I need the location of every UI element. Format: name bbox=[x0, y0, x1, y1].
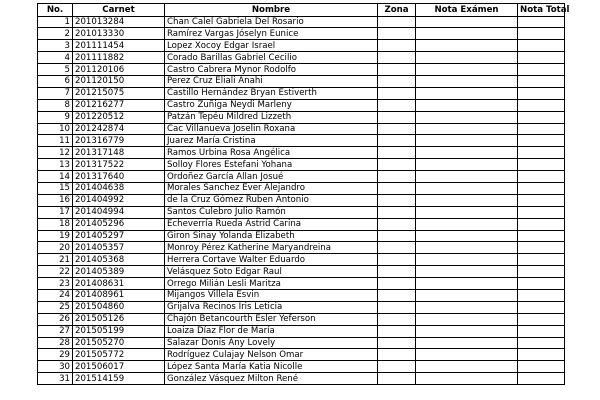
row-zona-cell[interactable] bbox=[378, 254, 416, 266]
row-nota-examen-cell[interactable] bbox=[416, 337, 518, 349]
row-zona-cell[interactable] bbox=[378, 194, 416, 206]
row-zona-cell[interactable] bbox=[378, 28, 416, 40]
row-carnet: 201013284 bbox=[73, 16, 165, 28]
row-nota-total-cell[interactable] bbox=[518, 266, 565, 278]
row-nota-total-cell[interactable] bbox=[518, 242, 565, 254]
row-nota-total-cell[interactable] bbox=[518, 147, 565, 159]
row-zona-cell[interactable] bbox=[378, 87, 416, 99]
row-carnet: 201405296 bbox=[73, 218, 165, 230]
row-carnet: 201405368 bbox=[73, 254, 165, 266]
header-no: No. bbox=[38, 4, 73, 17]
row-number: 21 bbox=[38, 254, 73, 266]
row-zona-cell[interactable] bbox=[378, 40, 416, 52]
row-nota-total-cell[interactable] bbox=[518, 313, 565, 325]
row-carnet: 201316779 bbox=[73, 135, 165, 147]
row-carnet: 201405389 bbox=[73, 266, 165, 278]
row-zona-cell[interactable] bbox=[378, 99, 416, 111]
row-nombre: Patzán Tepéu Mildred Lizzeth bbox=[165, 111, 378, 123]
header-zona: Zona bbox=[378, 4, 416, 17]
table-row bbox=[38, 64, 565, 76]
table-row bbox=[38, 99, 565, 111]
row-nombre: Grijalva Recinos Iris Leticia bbox=[165, 301, 378, 313]
row-carnet: 201408961 bbox=[73, 289, 165, 301]
row-carnet: 201404992 bbox=[73, 194, 165, 206]
row-zona-cell[interactable] bbox=[378, 147, 416, 159]
row-nota-examen-cell[interactable] bbox=[416, 40, 518, 52]
row-nota-total-cell[interactable] bbox=[518, 254, 565, 266]
row-nombre: Herrera Cortave Walter Eduardo bbox=[165, 254, 378, 266]
row-number: 9 bbox=[38, 111, 73, 123]
row-nota-total-cell[interactable] bbox=[518, 64, 565, 76]
row-number: 24 bbox=[38, 289, 73, 301]
row-nombre: Corado Barillas Gabriel Cecilio bbox=[165, 52, 378, 64]
row-number: 18 bbox=[38, 218, 73, 230]
row-carnet: 201405357 bbox=[73, 242, 165, 254]
row-nota-total-cell[interactable] bbox=[518, 230, 565, 242]
header-nombre: Nombre bbox=[165, 4, 378, 17]
row-nota-total-cell[interactable] bbox=[518, 349, 565, 361]
row-nota-total-cell[interactable] bbox=[518, 123, 565, 135]
row-nota-total-cell[interactable] bbox=[518, 218, 565, 230]
row-nota-examen-cell[interactable] bbox=[416, 52, 518, 64]
row-number: 10 bbox=[38, 123, 73, 135]
row-nota-total-cell[interactable] bbox=[518, 111, 565, 123]
row-zona-cell[interactable] bbox=[378, 182, 416, 194]
row-carnet: 201242874 bbox=[73, 123, 165, 135]
row-carnet: 201506017 bbox=[73, 361, 165, 373]
table-row bbox=[38, 254, 565, 266]
row-nombre: Lopez Xocoy Edgar Israel bbox=[165, 40, 378, 52]
header-carnet: Carnet bbox=[73, 4, 165, 17]
row-nota-examen-cell[interactable] bbox=[416, 278, 518, 290]
row-nombre: Ordoñez García Allan Josué bbox=[165, 171, 378, 183]
row-nota-total-cell[interactable] bbox=[518, 52, 565, 64]
row-nombre: Velásquez Soto Edgar Raul bbox=[165, 266, 378, 278]
header-nota-total: Nota Total bbox=[518, 4, 565, 17]
row-number: 22 bbox=[38, 266, 73, 278]
student-roster-table bbox=[37, 3, 570, 385]
row-number: 2 bbox=[38, 28, 73, 40]
table-row bbox=[38, 135, 565, 147]
row-nombre: Rodríguez Culajay Nelson Omar bbox=[165, 349, 378, 361]
row-nombre: Ramos Urbina Rosa Angélica bbox=[165, 147, 378, 159]
row-number: 11 bbox=[38, 135, 73, 147]
row-nota-examen-cell[interactable] bbox=[416, 218, 518, 230]
row-carnet: 201220512 bbox=[73, 111, 165, 123]
row-number: 1 bbox=[38, 16, 73, 28]
row-nombre: Giron Sinay Yolanda Elizabeth bbox=[165, 230, 378, 242]
row-nota-examen-cell[interactable] bbox=[416, 159, 518, 171]
row-carnet: 201120106 bbox=[73, 64, 165, 76]
table-row bbox=[38, 182, 565, 194]
table-row bbox=[38, 373, 565, 385]
row-carnet: 201215075 bbox=[73, 87, 165, 99]
row-carnet: 201404994 bbox=[73, 206, 165, 218]
row-zona-cell[interactable] bbox=[378, 64, 416, 76]
row-carnet: 201514159 bbox=[73, 373, 165, 385]
table-row bbox=[38, 40, 565, 52]
row-zona-cell[interactable] bbox=[378, 218, 416, 230]
table-row bbox=[38, 206, 565, 218]
row-nota-examen-cell[interactable] bbox=[416, 99, 518, 111]
row-nombre: López Santa María Katia Nicolle bbox=[165, 361, 378, 373]
table-row bbox=[38, 230, 565, 242]
row-nota-examen-cell[interactable] bbox=[416, 325, 518, 337]
table-row bbox=[38, 313, 565, 325]
table-row bbox=[38, 278, 565, 290]
row-nota-examen-cell[interactable] bbox=[416, 373, 518, 385]
row-nota-total-cell[interactable] bbox=[518, 16, 565, 28]
row-carnet: 201120150 bbox=[73, 75, 165, 87]
row-nota-examen-cell[interactable] bbox=[416, 147, 518, 159]
header-nota-examen: Nota Exámen bbox=[416, 4, 518, 17]
row-carnet: 201317522 bbox=[73, 159, 165, 171]
row-carnet: 201216277 bbox=[73, 99, 165, 111]
row-nota-examen-cell[interactable] bbox=[416, 266, 518, 278]
row-number: 27 bbox=[38, 325, 73, 337]
row-number: 19 bbox=[38, 230, 73, 242]
row-number: 15 bbox=[38, 182, 73, 194]
table-row bbox=[38, 194, 565, 206]
row-nota-total-cell[interactable] bbox=[518, 289, 565, 301]
row-carnet: 201408631 bbox=[73, 278, 165, 290]
row-zona-cell[interactable] bbox=[378, 337, 416, 349]
row-nota-examen-cell[interactable] bbox=[416, 313, 518, 325]
row-nota-total-cell[interactable] bbox=[518, 337, 565, 349]
row-nota-total-cell[interactable] bbox=[518, 159, 565, 171]
row-zona-cell[interactable] bbox=[378, 301, 416, 313]
row-nombre: Orrego Milián Lesli Maritza bbox=[165, 278, 378, 290]
row-nombre: Santos Culebro Julio Ramón bbox=[165, 206, 378, 218]
row-nombre: Ramírez Vargas Jóselyn Eunice bbox=[165, 28, 378, 40]
row-number: 5 bbox=[38, 64, 73, 76]
row-carnet: 201405297 bbox=[73, 230, 165, 242]
row-nota-examen-cell[interactable] bbox=[416, 206, 518, 218]
row-number: 20 bbox=[38, 242, 73, 254]
row-nota-examen-cell[interactable] bbox=[416, 171, 518, 183]
row-number: 8 bbox=[38, 99, 73, 111]
row-carnet: 201505772 bbox=[73, 349, 165, 361]
row-carnet: 201505126 bbox=[73, 313, 165, 325]
row-nota-examen-cell[interactable] bbox=[416, 64, 518, 76]
row-carnet: 201013330 bbox=[73, 28, 165, 40]
row-number: 13 bbox=[38, 159, 73, 171]
row-number: 7 bbox=[38, 87, 73, 99]
row-nota-total-cell[interactable] bbox=[518, 278, 565, 290]
row-number: 4 bbox=[38, 52, 73, 64]
table-row bbox=[38, 147, 565, 159]
row-number: 30 bbox=[38, 361, 73, 373]
row-nota-examen-cell[interactable] bbox=[416, 349, 518, 361]
table-row bbox=[38, 28, 565, 40]
row-number: 12 bbox=[38, 147, 73, 159]
row-nombre: González Vásquez Milton René bbox=[165, 373, 378, 385]
row-carnet: 201504860 bbox=[73, 301, 165, 313]
row-zona-cell[interactable] bbox=[378, 171, 416, 183]
row-nota-examen-cell[interactable] bbox=[416, 75, 518, 87]
row-nota-examen-cell[interactable] bbox=[416, 111, 518, 123]
table-row bbox=[38, 123, 565, 135]
table-row bbox=[38, 289, 565, 301]
row-carnet: 201317640 bbox=[73, 171, 165, 183]
row-carnet: 201317148 bbox=[73, 147, 165, 159]
row-nota-examen-cell[interactable] bbox=[416, 16, 518, 28]
row-zona-cell[interactable] bbox=[378, 135, 416, 147]
table-row bbox=[38, 16, 565, 28]
row-zona-cell[interactable] bbox=[378, 289, 416, 301]
row-nota-examen-cell[interactable] bbox=[416, 182, 518, 194]
row-nota-examen-cell[interactable] bbox=[416, 230, 518, 242]
table-row bbox=[38, 75, 565, 87]
row-nota-total-cell[interactable] bbox=[518, 99, 565, 111]
row-zona-cell[interactable] bbox=[378, 242, 416, 254]
row-carnet: 201505199 bbox=[73, 325, 165, 337]
row-nombre: Castillo Hernández Bryan Estiverth bbox=[165, 87, 378, 99]
row-nombre: Morales Sanchez Ever Alejandro bbox=[165, 182, 378, 194]
row-zona-cell[interactable] bbox=[378, 373, 416, 385]
row-nota-total-cell[interactable] bbox=[518, 87, 565, 99]
row-zona-cell[interactable] bbox=[378, 159, 416, 171]
row-nota-examen-cell[interactable] bbox=[416, 28, 518, 40]
row-carnet: 201111882 bbox=[73, 52, 165, 64]
row-nota-total-cell[interactable] bbox=[518, 325, 565, 337]
header-row bbox=[38, 4, 565, 17]
row-carnet: 201505270 bbox=[73, 337, 165, 349]
row-nota-total-cell[interactable] bbox=[518, 28, 565, 40]
row-nota-total-cell[interactable] bbox=[518, 361, 565, 373]
row-nota-total-cell[interactable] bbox=[518, 75, 565, 87]
row-nota-total-cell[interactable] bbox=[518, 373, 565, 385]
row-nombre: Salazar Donis Any Lovely bbox=[165, 337, 378, 349]
row-nombre: Chan Calel Gabriela Del Rosario bbox=[165, 16, 378, 28]
row-number: 16 bbox=[38, 194, 73, 206]
row-zona-cell[interactable] bbox=[378, 361, 416, 373]
row-zona-cell[interactable] bbox=[378, 278, 416, 290]
row-zona-cell[interactable] bbox=[378, 313, 416, 325]
row-nombre: Echeverría Rueda Astrid Carina bbox=[165, 218, 378, 230]
row-nombre: Mijangos Villela Esvin bbox=[165, 289, 378, 301]
row-nota-examen-cell[interactable] bbox=[416, 361, 518, 373]
row-nombre: Cac Villanueva Joselin Roxana bbox=[165, 123, 378, 135]
row-nota-examen-cell[interactable] bbox=[416, 301, 518, 313]
row-zona-cell[interactable] bbox=[378, 123, 416, 135]
table-row bbox=[38, 242, 565, 254]
row-number: 6 bbox=[38, 75, 73, 87]
row-nota-examen-cell[interactable] bbox=[416, 254, 518, 266]
row-zona-cell[interactable] bbox=[378, 230, 416, 242]
row-number: 29 bbox=[38, 349, 73, 361]
row-zona-cell[interactable] bbox=[378, 75, 416, 87]
table-row bbox=[38, 325, 565, 337]
row-number: 23 bbox=[38, 278, 73, 290]
row-zona-cell[interactable] bbox=[378, 349, 416, 361]
row-nombre: Monroy Pérez Katherine Maryandreina bbox=[165, 242, 378, 254]
row-nota-examen-cell[interactable] bbox=[416, 289, 518, 301]
row-nota-examen-cell[interactable] bbox=[416, 135, 518, 147]
row-nota-examen-cell[interactable] bbox=[416, 242, 518, 254]
row-nombre: Castro Zuñiga Neydi Marleny bbox=[165, 99, 378, 111]
row-nota-total-cell[interactable] bbox=[518, 194, 565, 206]
row-nombre: Chajón Betancourth Esler Yeferson bbox=[165, 313, 378, 325]
roster-body bbox=[38, 16, 565, 385]
row-nota-examen-cell[interactable] bbox=[416, 123, 518, 135]
row-nota-examen-cell[interactable] bbox=[416, 194, 518, 206]
row-nombre: Solloy Flores Estefani Yohana bbox=[165, 159, 378, 171]
table-row bbox=[38, 171, 565, 183]
row-number: 25 bbox=[38, 301, 73, 313]
table-row bbox=[38, 218, 565, 230]
row-nota-total-cell[interactable] bbox=[518, 301, 565, 313]
table-row bbox=[38, 159, 565, 171]
table-row bbox=[38, 361, 565, 373]
row-number: 26 bbox=[38, 313, 73, 325]
row-zona-cell[interactable] bbox=[378, 52, 416, 64]
row-nombre: Castro Cabrera Mynor Rodolfo bbox=[165, 64, 378, 76]
row-zona-cell[interactable] bbox=[378, 206, 416, 218]
row-nombre: Loaiza Díaz Flor de María bbox=[165, 325, 378, 337]
table-row bbox=[38, 52, 565, 64]
row-carnet: 201111454 bbox=[73, 40, 165, 52]
table-row bbox=[38, 349, 565, 361]
row-zona-cell[interactable] bbox=[378, 111, 416, 123]
row-nota-total-cell[interactable] bbox=[518, 206, 565, 218]
row-carnet: 201404638 bbox=[73, 182, 165, 194]
row-nota-total-cell[interactable] bbox=[518, 182, 565, 194]
row-number: 3 bbox=[38, 40, 73, 52]
row-zona-cell[interactable] bbox=[378, 325, 416, 337]
row-nombre: de la Cruz Gómez Ruben Antonio bbox=[165, 194, 378, 206]
row-nota-total-cell[interactable] bbox=[518, 171, 565, 183]
row-nota-total-cell[interactable] bbox=[518, 135, 565, 147]
row-nombre: Juarez María Cristina bbox=[165, 135, 378, 147]
row-nota-examen-cell[interactable] bbox=[416, 87, 518, 99]
row-nota-total-cell[interactable] bbox=[518, 40, 565, 52]
table-row bbox=[38, 337, 565, 349]
row-zona-cell[interactable] bbox=[378, 266, 416, 278]
row-number: 14 bbox=[38, 171, 73, 183]
table-row bbox=[38, 266, 565, 278]
row-nombre: Perez Cruz Eliali Anahi bbox=[165, 75, 378, 87]
table-row bbox=[38, 87, 565, 99]
table-row bbox=[38, 111, 565, 123]
row-number: 28 bbox=[38, 337, 73, 349]
table-row bbox=[38, 301, 565, 313]
row-zona-cell[interactable] bbox=[378, 16, 416, 28]
row-number: 31 bbox=[38, 373, 73, 385]
row-number: 17 bbox=[38, 206, 73, 218]
